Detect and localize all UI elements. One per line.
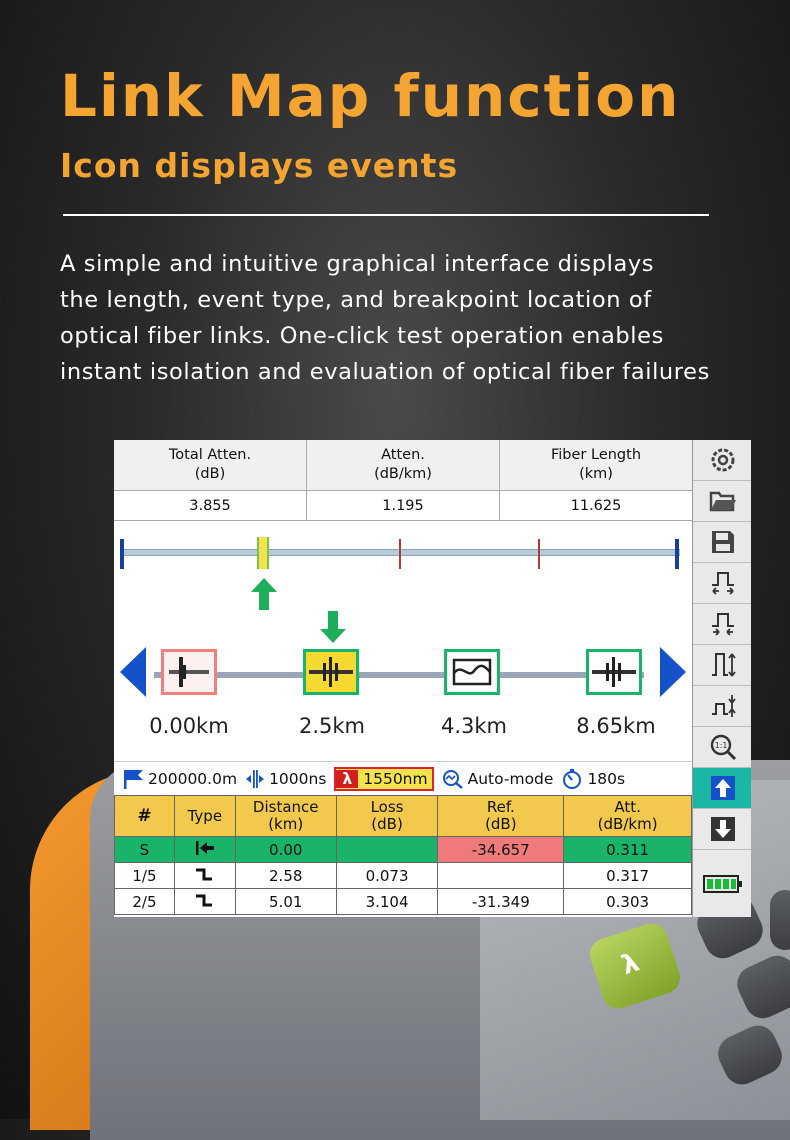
start-event-icon	[194, 839, 216, 857]
table-row[interactable]	[115, 889, 692, 915]
cell-distance: 5.01	[235, 889, 336, 915]
bend-icon	[450, 657, 494, 687]
page-title: Link Map function	[60, 62, 681, 130]
nonreflective-event-icon	[194, 865, 216, 883]
pulse-expand-button[interactable]	[693, 563, 751, 604]
description-line: instant isolation and evaluation of optical fiber failures	[60, 359, 710, 385]
settings-button[interactable]	[693, 440, 751, 481]
event-splice[interactable]	[586, 649, 642, 695]
pulse-vertical-icon	[709, 651, 737, 679]
column-header: #	[115, 796, 175, 837]
divider	[63, 214, 709, 216]
launch-icon	[169, 655, 209, 689]
status-bar	[114, 761, 692, 796]
mode-setting[interactable]	[442, 769, 554, 789]
pulse-width-icon	[245, 769, 265, 789]
position-cursor[interactable]	[257, 537, 269, 569]
event-table	[114, 795, 692, 915]
vertical-zoom-in-button[interactable]	[693, 645, 751, 686]
column-header: Loss (dB)	[336, 796, 438, 837]
summary-header-label: Fiber Length	[550, 447, 642, 463]
summary-header-label: Total Atten.	[168, 447, 252, 463]
summary-header-unit: (dB)	[194, 466, 226, 482]
device-key	[770, 890, 790, 950]
summary-header-total-atten	[114, 440, 307, 491]
time-value: 180s	[587, 770, 626, 788]
summary-header-label: Atten.	[381, 447, 425, 463]
flag-icon	[122, 769, 144, 789]
description-line: the length, event type, and breakpoint location of	[60, 287, 652, 313]
description-line: A simple and intuitive graphical interface displays	[60, 251, 655, 277]
summary-header-unit: (dB/km)	[374, 466, 432, 482]
cell-att: 0.311	[564, 837, 692, 863]
otdr-screen	[114, 440, 751, 917]
cell-distance: 2.58	[235, 863, 336, 889]
range-value: 200000.0m	[148, 770, 238, 788]
timer-icon	[561, 768, 583, 790]
cell-loss: 0.073	[336, 863, 438, 889]
cell-ref: -31.349	[438, 889, 564, 915]
cell-type	[174, 863, 235, 889]
event-distance-label: 8.65km	[576, 714, 656, 738]
fiber-start-marker	[120, 539, 124, 569]
cell-num: S	[115, 837, 175, 863]
table-row[interactable]	[115, 863, 692, 889]
cell-loss	[336, 837, 438, 863]
scroll-up-button[interactable]	[693, 768, 751, 809]
cell-att: 0.317	[564, 863, 692, 889]
vertical-zoom-out-button[interactable]	[693, 686, 751, 727]
svg-text:1:1: 1:1	[714, 741, 727, 750]
cell-type	[174, 889, 235, 915]
arrow-down-icon	[320, 611, 346, 643]
cell-num: 2/5	[115, 889, 175, 915]
summary-value-total-atten: 3.855	[114, 491, 307, 521]
description-line: optical fiber links. One-click test operation enables	[60, 323, 664, 349]
nonreflective-event-icon	[194, 891, 216, 909]
open-folder-icon	[709, 489, 737, 513]
cell-type	[174, 837, 235, 863]
battery-status	[693, 850, 751, 917]
event-tick	[538, 539, 540, 569]
splice-icon	[592, 655, 636, 689]
event-tick	[399, 539, 401, 569]
page-subtitle: Icon displays events	[60, 146, 459, 185]
scroll-down-button[interactable]	[693, 809, 751, 850]
event-launch[interactable]	[161, 649, 217, 695]
battery-icon	[703, 874, 743, 894]
summary-value-atten: 1.195	[307, 491, 500, 521]
summary-header-unit: (km)	[579, 466, 613, 482]
next-event-button[interactable]	[660, 647, 686, 697]
save-icon	[710, 529, 736, 555]
settings-icon	[710, 447, 736, 473]
scroll-up-icon	[710, 775, 736, 801]
cell-num: 1/5	[115, 863, 175, 889]
device-lambda-key: λ	[586, 919, 684, 1012]
mode-value: Auto-mode	[467, 770, 554, 788]
open-file-button[interactable]	[693, 481, 751, 522]
previous-event-button[interactable]	[120, 647, 146, 697]
range-setting[interactable]	[122, 769, 237, 789]
fiber-end-marker	[675, 539, 679, 569]
cell-ref: -34.657	[438, 837, 564, 863]
scroll-down-icon	[710, 816, 736, 842]
event-distance-label: 0.00km	[149, 714, 229, 738]
pulse-value: 1000ns	[269, 770, 327, 788]
summary-header-atten	[307, 440, 500, 491]
summary-header-fiber-length	[500, 440, 692, 491]
cell-att: 0.303	[564, 889, 692, 915]
pulse-vertical-small-icon	[709, 692, 737, 720]
event-distance-label: 2.5km	[298, 714, 365, 738]
description	[60, 246, 790, 390]
event-distance-label: 4.3km	[440, 714, 507, 738]
zoom-1to1-icon	[709, 733, 737, 761]
summary-table	[114, 440, 692, 520]
column-header: Att. (dB/km)	[564, 796, 692, 837]
table-row-selected[interactable]	[115, 837, 692, 863]
link-map	[114, 521, 692, 761]
event-splice-selected[interactable]	[303, 649, 359, 695]
pulse-shrink-button[interactable]	[693, 604, 751, 645]
column-header: Type	[174, 796, 235, 837]
lambda-icon: λ	[336, 770, 358, 788]
arrow-up-icon	[251, 578, 277, 610]
auto-mode-icon	[442, 769, 464, 789]
summary-value-fiber-length: 11.625	[500, 491, 692, 521]
cell-ref	[438, 863, 564, 889]
pulse-shrink-icon	[709, 610, 737, 638]
zoom-reset-button[interactable]	[693, 727, 751, 768]
pulse-expand-icon	[709, 569, 737, 597]
cell-loss: 3.104	[336, 889, 438, 915]
table-header-row	[115, 796, 692, 837]
sidebar-toolbar	[692, 440, 751, 917]
splice-icon	[309, 655, 353, 689]
cell-distance: 0.00	[235, 837, 336, 863]
save-file-button[interactable]	[693, 522, 751, 563]
fiber-overview-bar[interactable]	[122, 549, 680, 556]
pulse-setting[interactable]	[245, 769, 326, 789]
wavelength-setting[interactable]	[334, 767, 433, 791]
event-bend[interactable]	[444, 649, 500, 695]
time-setting[interactable]	[561, 768, 625, 790]
column-header: Ref. (dB)	[438, 796, 564, 837]
wavelength-value: 1550nm	[363, 770, 428, 788]
link-line	[154, 672, 644, 678]
column-header: Distance (km)	[235, 796, 336, 837]
